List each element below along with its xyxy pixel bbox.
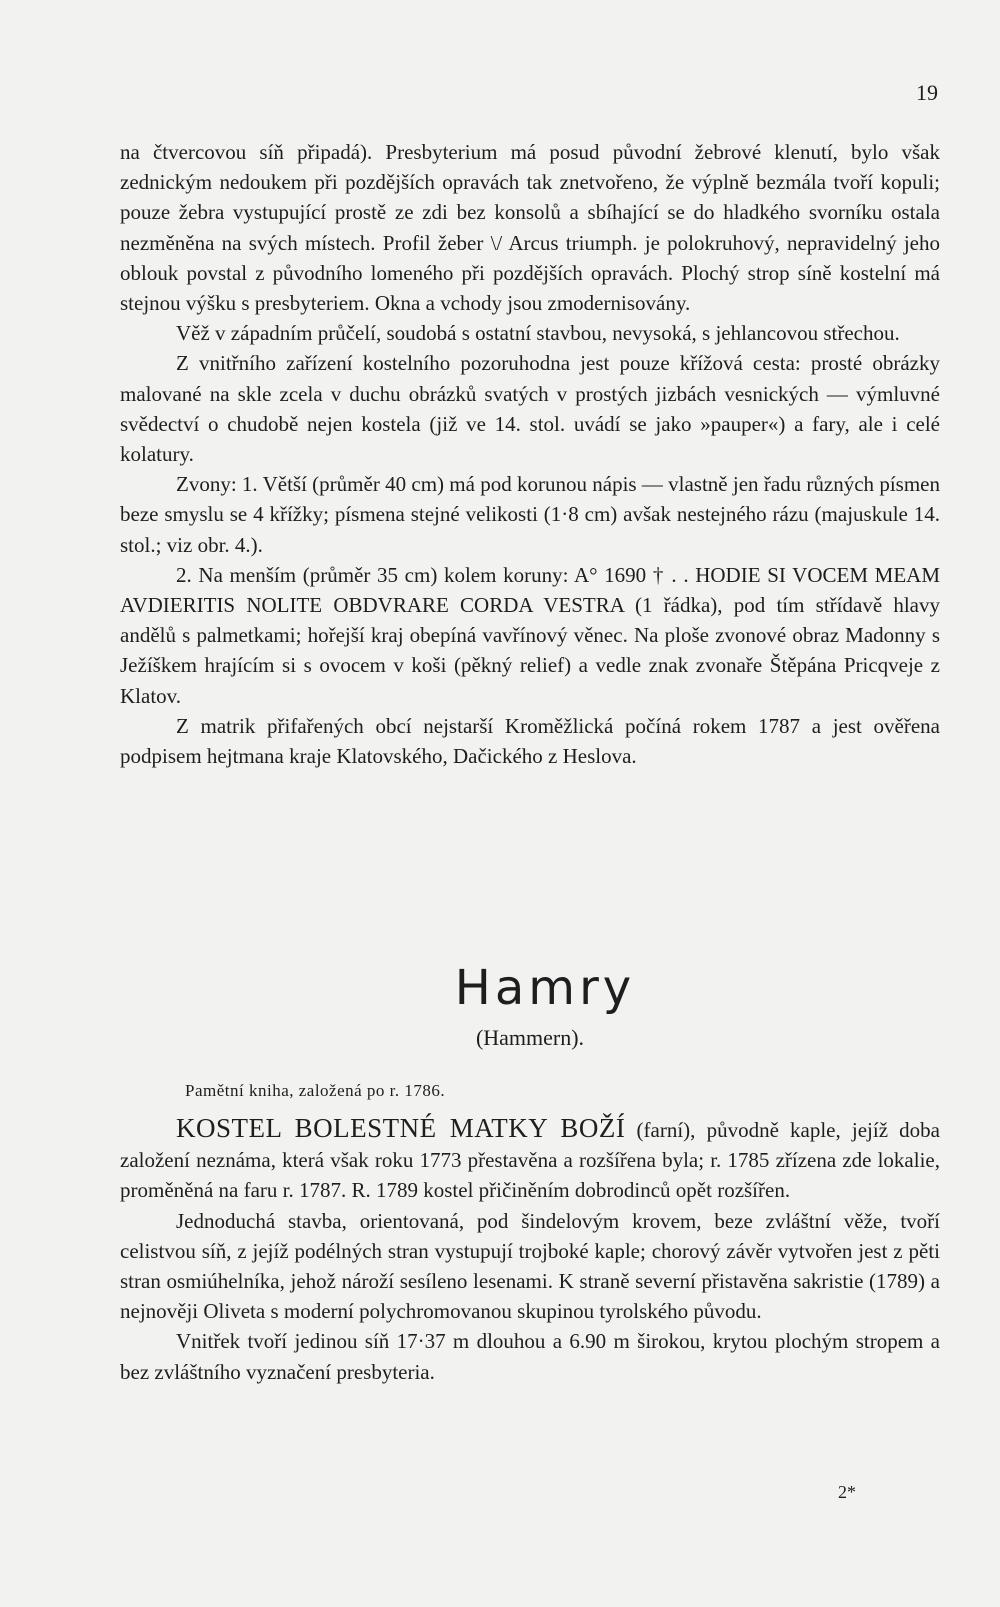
paragraph-bells-2: 2. Na menším (průměr 35 cm) kolem koruny: A° 1690 † . . HODIE SI VOCEM MEAM AVDIERITIS NOLITE OBDVRARE CORDA VESTRA (1 řádka), pod tím střídavě hlavy andělů s palmetkami; hořejší kraj obepíná vavřínový věnec. Na ploše zvonové obraz Madonny s Ježíškem hrajícím si s ovocem v koši (pěkný relief) a vedle znak zvonaře Štěpána Pricqveje z Klatov.: [120, 562, 940, 708]
section-subtitle: (Hammern).: [475, 1025, 585, 1050]
page-number: 19: [916, 80, 938, 105]
signature-mark: 2*: [838, 1482, 856, 1502]
paragraph-interior: Vnitřek tvoří jedinou síň 17·37 m dlouhou a 6.90 m širokou, krytou plochým stropem a bez zvláštního vyznačení presbyteria.: [120, 1329, 940, 1384]
paragraph-presbyterium: na čtvercovou síň připadá). Presbyterium má posud původní žebrové klenutí, bylo však zednickým nedoukem při pozdějších opravách tak znetvořeno, že výplně bezmála tvoří kopuli; pouze žebra vystupující prostě ze zdi bez konsolů a sbíhající se do hladkého svorníku ostala nezměněna na svých místech. Profil žeber \/ Arcus triumph. je polokruhový, nepravidelný jeho oblouk povstal z původního lomeného při pozdějších opravách. Plochý strop síně kostelní má stejnou výšku s presbyteriem. Okna a vchody jsou zmodernisovány.: [120, 140, 940, 316]
paragraph-church: [120, 1113, 940, 1206]
paragraph-building: Jednoduchá stavba, orientovaná, pod šindelovým krovem, beze zvláštní věže, tvoří celistvou síň, z jejíž podélných stran vystupují trojboké kaple; chorový závěr vytvořen jest z pěti stran osmiúhelníka, jehož nároží sesíleno lesenami. K straně severní přistavěna sakristie (1789) a nejnověji Oliveta s moderní polychromovanou skupinou tyrolského původu.: [120, 1208, 940, 1324]
paragraph-bells-1: Zvony: 1. Větší (průměr 40 cm) má pod korunou nápis — vlastně jen řadu různých písmen beze smyslu se 4 křížky; písmena stejné velikosti (1·8 cm) avšak nestejného rázu (majuskule 14. stol.; viz obr. 4.).: [120, 472, 940, 557]
church-title: KOSTEL BOLESTNÉ MATKY BOŽÍ: [176, 1113, 626, 1143]
church-description: (farní), původně kaple, jejíž doba založení neznáma, která však roku 1773 přestavěna a rozšířena byla; r. 1785 zřízena zde lokalie, proměněná na faru r. 1787. R. 1789 kostel přičiněním dobrodinců opět rozšířen.: [120, 1118, 940, 1203]
paragraph-tower: Věž v západním průčelí, soudobá s ostatní stavbou, nevysoká, s jehlancovou střechou.: [176, 321, 900, 346]
source-note: Pamětní kniha, založená po r. 1786.: [185, 1081, 446, 1100]
lower-text-block: [120, 1113, 940, 1387]
paragraph-stations-of-cross: Z vnitřního zařízení kostelního pozoruhodna jest pouze křížová cesta: prosté obrázky malované na skle zcela v duchu obrázků svatých v prostých jizbách vesnických — výmluvné svědectví o chudobě nejen kostela (již ve 14. stol. uvádí se jako »pauper«) a fary, ale i celé kolatury.: [120, 351, 940, 467]
paragraph-registers: Z matrik přifařených obcí nejstarší Kroměžlická počíná rokem 1787 a jest ověřena podpisem hejtmana kraje Klatovského, Dačického z Heslova.: [120, 713, 940, 769]
upper-text-block: [120, 137, 940, 771]
section-title: Hamry: [454, 960, 636, 1016]
